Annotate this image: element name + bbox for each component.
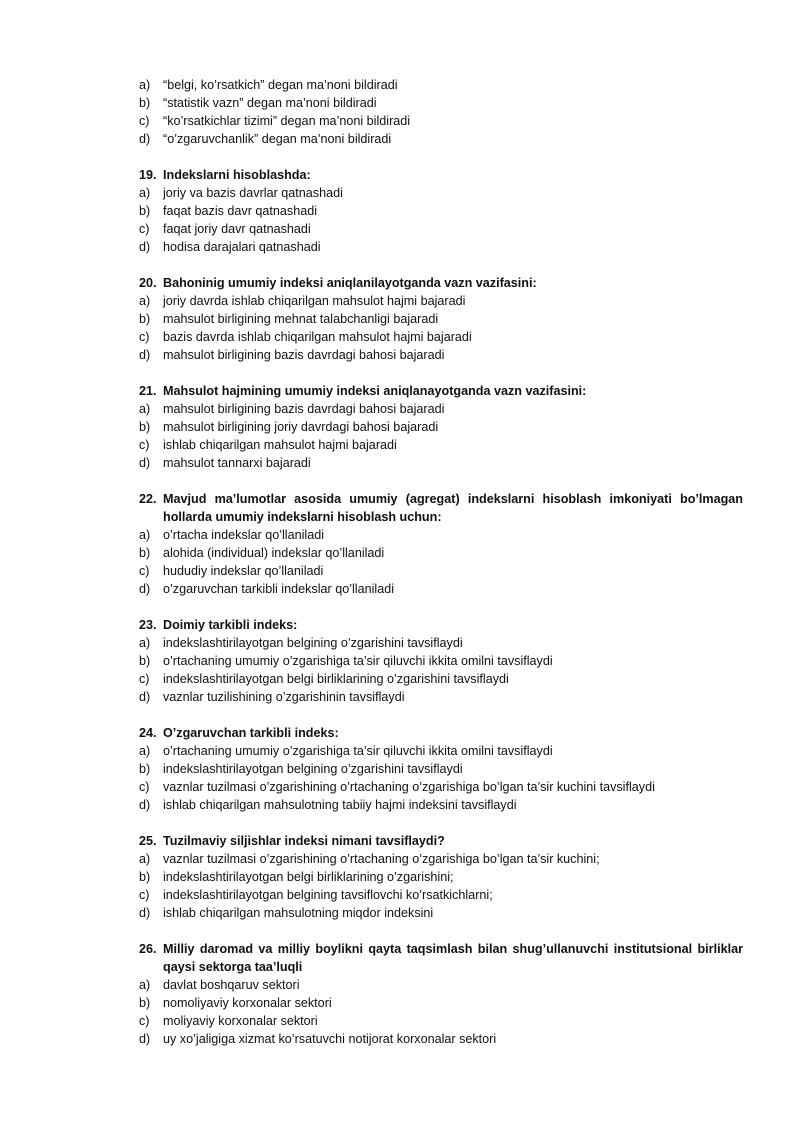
question-text: Mavjud ma’lumotlar asosida umumiy (agregat) indekslarni hisoblash imkoniyati bo’lmagan hollarda umumiy indekslarni hisoblash uchun: (163, 492, 743, 524)
option-letter: b) (139, 654, 151, 668)
question-heading (139, 382, 743, 400)
option-letter: a) (139, 744, 151, 758)
option-letter: b) (139, 96, 151, 110)
option-letter: a) (139, 852, 151, 866)
option-text: mahsulot birligining bazis davrdagi bahosi bajaradi (163, 348, 445, 362)
option-c (139, 670, 743, 688)
option-d (139, 346, 743, 364)
option-a (139, 400, 743, 418)
option-a (139, 76, 743, 94)
option-b (139, 868, 743, 886)
question-text: Doimiy tarkibli indeks: (163, 618, 298, 632)
option-a (139, 976, 743, 994)
question-block-22 (139, 490, 743, 598)
option-text: joriy va bazis davrlar qatnashadi (163, 186, 343, 200)
option-letter: c) (139, 222, 150, 236)
option-text: o’rtachaning umumiy o’zgarishiga ta’sir qiluvchi ikkita omilni tavsiflaydi (163, 654, 553, 668)
question-number: 23. (139, 618, 157, 632)
option-b (139, 94, 743, 112)
question-number: 20. (139, 276, 157, 290)
option-d (139, 796, 743, 814)
option-letter: c) (139, 1014, 150, 1028)
option-letter: c) (139, 114, 150, 128)
option-c (139, 778, 743, 796)
option-letter: b) (139, 546, 151, 560)
question-heading (139, 616, 743, 634)
option-letter: d) (139, 132, 151, 146)
question-block-18 (139, 76, 743, 148)
option-text: mahsulot birligining joriy davrdagi bahosi bajaradi (163, 420, 439, 434)
option-letter: b) (139, 870, 151, 884)
option-b (139, 994, 743, 1012)
question-block-20 (139, 274, 743, 364)
option-b (139, 544, 743, 562)
option-letter: c) (139, 888, 150, 902)
option-letter: b) (139, 312, 151, 326)
option-text: “o’zgaruvchanlik” degan ma’noni bildiradi (163, 132, 392, 146)
option-b (139, 418, 743, 436)
option-letter: d) (139, 906, 151, 920)
option-text: “belgi, ko’rsatkich” degan ma’noni bildiradi (163, 78, 398, 92)
option-letter: a) (139, 186, 151, 200)
option-a (139, 292, 743, 310)
option-d (139, 580, 743, 598)
option-a (139, 742, 743, 760)
option-text: o’zgaruvchan tarkibli indekslar qo’llaniladi (163, 582, 395, 596)
option-a (139, 184, 743, 202)
question-text: Bahoninig umumiy indeksi aniqlanilayotganda vazn vazifasini: (163, 276, 537, 290)
question-block-21 (139, 382, 743, 472)
option-letter: d) (139, 348, 151, 362)
option-text: “statistik vazn” degan ma’noni bildiradi (163, 96, 377, 110)
option-c (139, 886, 743, 904)
option-letter: c) (139, 438, 150, 452)
option-c (139, 436, 743, 454)
option-letter: a) (139, 978, 151, 992)
option-b (139, 202, 743, 220)
question-text: Tuzilmaviy siljishlar indeksi nimani tavsiflaydi? (163, 834, 445, 848)
question-block-24 (139, 724, 743, 814)
option-b (139, 760, 743, 778)
option-letter: a) (139, 528, 151, 542)
question-text: Mahsulot hajmining umumiy indeksi aniqlanayotganda vazn vazifasini: (163, 384, 587, 398)
option-letter: b) (139, 420, 151, 434)
question-heading (139, 724, 743, 742)
question-text: Indekslarni hisoblashda: (163, 168, 311, 182)
option-letter: d) (139, 1032, 151, 1046)
option-text: nomoliyaviy korxonalar sektori (163, 996, 332, 1010)
option-text: ishlab chiqarilgan mahsulotning miqdor indeksini (163, 906, 434, 920)
question-heading (139, 832, 743, 850)
option-text: ishlab chiqarilgan mahsulot hajmi bajaradi (163, 438, 397, 452)
option-d (139, 130, 743, 148)
question-heading (139, 940, 743, 976)
option-letter: d) (139, 690, 151, 704)
option-d (139, 904, 743, 922)
option-letter: b) (139, 996, 151, 1010)
option-letter: d) (139, 582, 151, 596)
option-c (139, 112, 743, 130)
option-a (139, 634, 743, 652)
question-heading (139, 490, 743, 526)
option-a (139, 850, 743, 868)
option-text: hodisa darajalari qatnashadi (163, 240, 321, 254)
option-letter: c) (139, 330, 150, 344)
option-text: vaznlar tuzilishining o’zgarishinin tavsiflaydi (163, 690, 405, 704)
option-b (139, 310, 743, 328)
option-letter: c) (139, 564, 150, 578)
option-d (139, 454, 743, 472)
option-letter: a) (139, 636, 151, 650)
option-d (139, 688, 743, 706)
option-text: indekslashtirilayotgan belgi birliklarining o’zgarishini tavsiflaydi (163, 672, 509, 686)
option-c (139, 220, 743, 238)
option-text: faqat joriy davr qatnashadi (163, 222, 311, 236)
question-number: 26. (139, 942, 157, 956)
option-text: uy xo’jaligiga xizmat ko’rsatuvchi notijorat korxonalar sektori (163, 1032, 497, 1046)
option-text: indekslashtirilayotgan belgining o’zgarishini tavsiflaydi (163, 762, 463, 776)
question-number: 21. (139, 384, 157, 398)
option-text: o’rtacha indekslar qo’llaniladi (163, 528, 325, 542)
option-b (139, 652, 743, 670)
option-letter: b) (139, 204, 151, 218)
option-text: faqat bazis davr qatnashadi (163, 204, 318, 218)
question-number: 25. (139, 834, 157, 848)
question-block-25 (139, 832, 743, 922)
option-letter: c) (139, 672, 150, 686)
option-c (139, 328, 743, 346)
option-text: mahsulot birligining mehnat talabchanligi bajaradi (163, 312, 439, 326)
option-c (139, 1012, 743, 1030)
option-letter: a) (139, 78, 151, 92)
option-letter: d) (139, 456, 151, 470)
option-text: bazis davrda ishlab chiqarilgan mahsulot hajmi bajaradi (163, 330, 472, 344)
option-letter: d) (139, 798, 151, 812)
question-number: 24. (139, 726, 157, 740)
option-text: davlat boshqaruv sektori (163, 978, 300, 992)
option-text: ishlab chiqarilgan mahsulotning tabiiy hajmi indeksini tavsiflaydi (163, 798, 517, 812)
option-text: hududiy indekslar qo’llaniladi (163, 564, 324, 578)
option-text: mahsulot birligining bazis davrdagi bahosi bajaradi (163, 402, 445, 416)
option-d (139, 238, 743, 256)
option-letter: d) (139, 240, 151, 254)
option-text: indekslashtirilayotgan belgining tavsiflovchi ko’rsatkichlarni; (163, 888, 493, 902)
question-heading (139, 274, 743, 292)
option-text: indekslashtirilayotgan belgining o’zgarishini tavsiflaydi (163, 636, 463, 650)
option-text: vaznlar tuzilmasi o’zgarishining o’rtachaning o’zgarishiga bo’lgan ta’sir kuchini; (163, 852, 600, 866)
question-heading (139, 166, 743, 184)
question-text: Milliy daromad va milliy boylikni qayta taqsimlash bilan shug’ullanuvchi institutsional birliklar qaysi sektorga taa’luqli (163, 942, 743, 974)
question-block-19 (139, 166, 743, 256)
option-text: o’rtachaning umumiy o’zgarishiga ta’sir qiluvchi ikkita omilni tavsiflaydi (163, 744, 553, 758)
option-text: joriy davrda ishlab chiqarilgan mahsulot hajmi bajaradi (163, 294, 466, 308)
option-text: alohida (individual) indekslar qo’llaniladi (163, 546, 385, 560)
option-text: indekslashtirilayotgan belgi birliklarining o’zgarishini; (163, 870, 454, 884)
option-letter: c) (139, 780, 150, 794)
option-c (139, 562, 743, 580)
option-letter: b) (139, 762, 151, 776)
option-d (139, 1030, 743, 1048)
question-block-23 (139, 616, 743, 706)
question-number: 19. (139, 168, 157, 182)
question-text: O’zgaruvchan tarkibli indeks: (163, 726, 339, 740)
question-block-26 (139, 940, 743, 1048)
option-letter: a) (139, 294, 151, 308)
question-number: 22. (139, 492, 157, 506)
option-text: mahsulot tannarxi bajaradi (163, 456, 311, 470)
option-text: vaznlar tuzilmasi o’zgarishining o’rtachaning o’zgarishiga bo’lgan ta’sir kuchini tavsiflaydi (163, 780, 655, 794)
option-a (139, 526, 743, 544)
option-text: moliyaviy korxonalar sektori (163, 1014, 318, 1028)
option-letter: a) (139, 402, 151, 416)
option-text: “ko’rsatkichlar tizimi” degan ma’noni bildiradi (163, 114, 411, 128)
